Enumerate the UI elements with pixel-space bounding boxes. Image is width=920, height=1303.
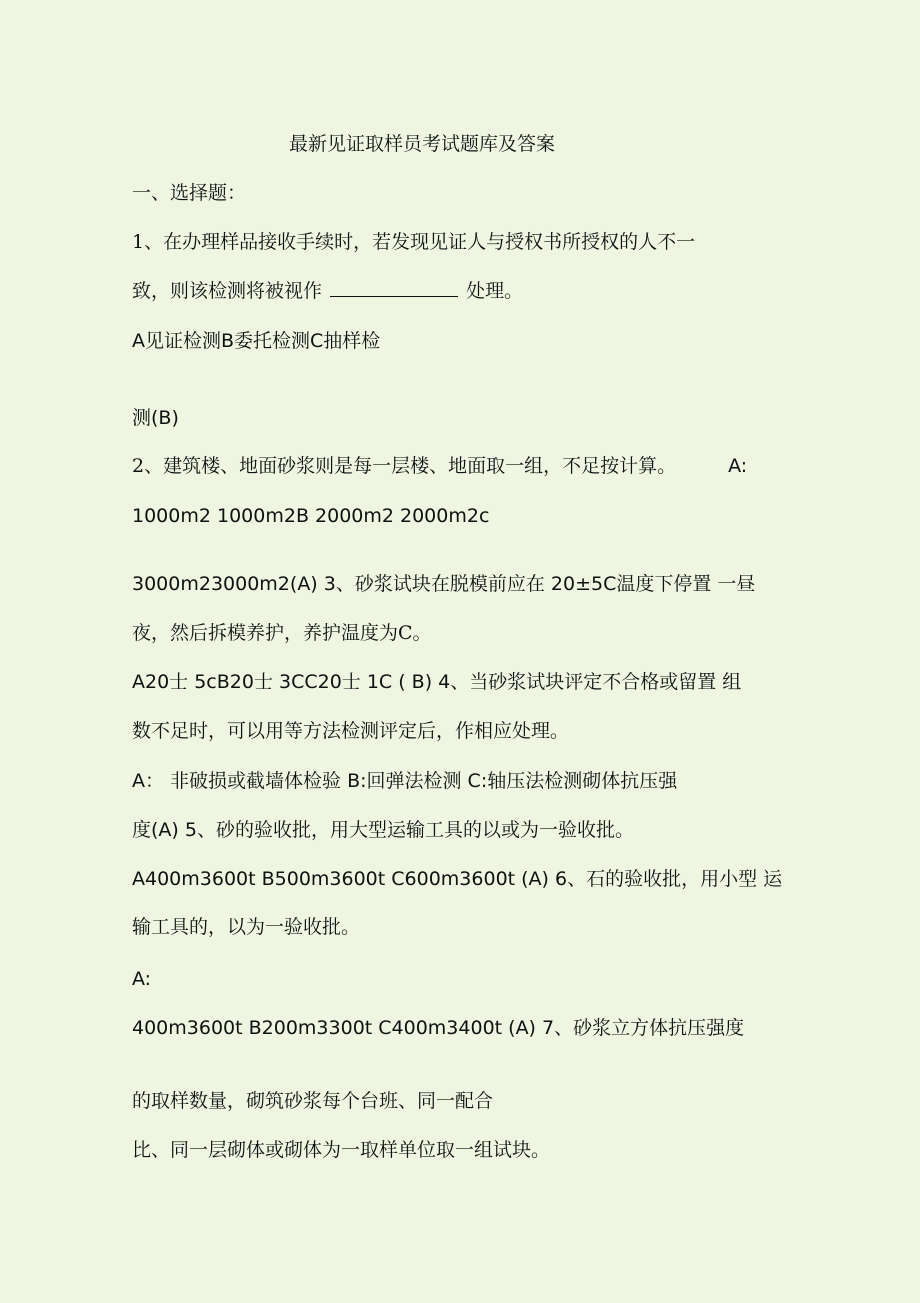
question-1-line-2 [132,278,523,304]
question-2-text: 2、建筑楼、地面砂浆则是每一层楼、地面取一组，不足按计算。 [132,455,677,477]
question-4-line-2: 数不足时，可以用等方法检测评定后，作相应处理。 [132,720,570,742]
question-4-line-1: A20士 5cB20士 3CC20士 1C ( B) 4、当砂浆试块评定不合格或留置 组 [132,671,742,693]
question-7-line-2: 的取样数量，砌筑砂浆每个台班、同一配合 [132,1090,494,1112]
question-2-line-1 [132,453,747,479]
question-1-line-1: 1、在办理样品接收手续时，若发现见证人与授权书所授权的人不一 [132,231,696,253]
page-title: 最新见证取样员考试题库及答案 [288,133,555,155]
question-1-options: A见证检测B委托检测C抽样检 [132,330,381,352]
question-6-option-a-label: A: [132,968,152,990]
section-heading: 一、选择题： [132,182,247,204]
question-3-line-2: 夜，然后拆模养护，养护温度为C。 [132,622,432,644]
question-2-options: 1000m2 1000m2B 2000m2 2000m2c [132,505,490,527]
question-7-line-3: 比、同一层砌体或砌体为一取样单位取一组试块。 [132,1139,551,1161]
question-2-option-a-label: A: [728,455,748,477]
question-6-line-2: 输工具的，以为一验收批。 [132,916,361,938]
question-1-text-after-blank: 处理。 [466,280,524,302]
question-3-line-1: 3000m23000m2(A) 3、砂浆试块在脱模前应在 20±5C温度下停置 一昼 [132,573,756,595]
question-5-line-1: 度(A) 5、砂的验收批，用大型运输工具的以或为一验收批。 [132,819,634,841]
question-1-text-before-blank: 致，则该检测将被视作 [132,280,323,302]
question-1-answer: 测(B) [132,407,179,429]
question-4-options: A： 非破损或截墙体检验 B:回弹法检测 C:轴压法检测砌体抗压强 [132,770,678,792]
question-6-line-1: A400m3600t B500m3600t C600m3600t (A) 6、石的验收批，用小型 运 [132,868,783,890]
answer-blank [330,278,458,297]
question-7-line-1: 400m3600t B200m3300t C400m3400t (A) 7、砂浆立方体抗压强度 [132,1017,745,1039]
